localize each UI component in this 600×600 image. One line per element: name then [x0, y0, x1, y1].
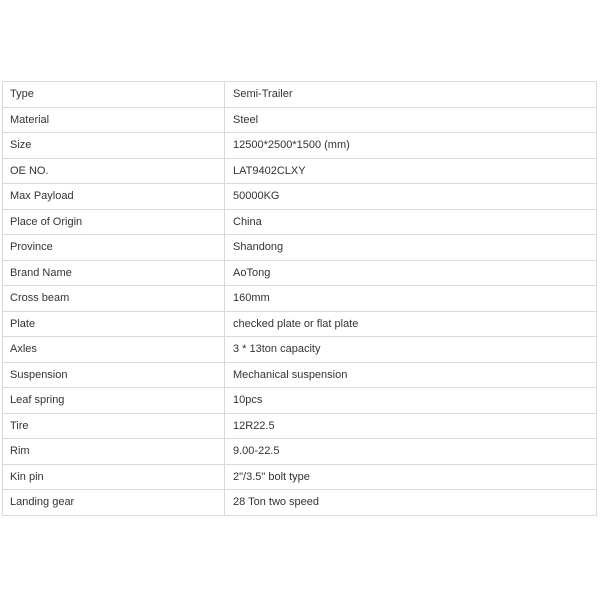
spec-table	[2, 81, 597, 516]
row-value: checked plate or flat plate	[225, 311, 597, 337]
table-row	[3, 362, 597, 388]
table-row	[3, 209, 597, 235]
table-row	[3, 184, 597, 210]
row-label: Cross beam	[3, 286, 225, 312]
row-label: Type	[3, 82, 225, 108]
table-row	[3, 82, 597, 108]
row-label: Axles	[3, 337, 225, 363]
table-row	[3, 107, 597, 133]
row-value: 160mm	[225, 286, 597, 312]
row-label: Kin pin	[3, 464, 225, 490]
row-label: Plate	[3, 311, 225, 337]
table-row	[3, 490, 597, 516]
row-label: Rim	[3, 439, 225, 465]
row-label: Brand Name	[3, 260, 225, 286]
row-value: 2"/3.5" bolt type	[225, 464, 597, 490]
row-value: 12500*2500*1500 (mm)	[225, 133, 597, 159]
row-label: Suspension	[3, 362, 225, 388]
row-label: Leaf spring	[3, 388, 225, 414]
row-value: 3 * 13ton capacity	[225, 337, 597, 363]
row-label: Landing gear	[3, 490, 225, 516]
table-row	[3, 439, 597, 465]
row-label: Size	[3, 133, 225, 159]
table-row	[3, 337, 597, 363]
table-row	[3, 413, 597, 439]
row-value: 28 Ton two speed	[225, 490, 597, 516]
row-value: Semi-Trailer	[225, 82, 597, 108]
table-row	[3, 464, 597, 490]
table-row	[3, 286, 597, 312]
row-value: 50000KG	[225, 184, 597, 210]
row-value: LAT9402CLXY	[225, 158, 597, 184]
table-row	[3, 133, 597, 159]
table-row	[3, 260, 597, 286]
row-label: Place of Origin	[3, 209, 225, 235]
row-label: Tire	[3, 413, 225, 439]
row-value: Mechanical suspension	[225, 362, 597, 388]
row-label: Max Payload	[3, 184, 225, 210]
row-label: Material	[3, 107, 225, 133]
row-value: China	[225, 209, 597, 235]
row-label: Province	[3, 235, 225, 261]
row-value: 10pcs	[225, 388, 597, 414]
table-row	[3, 311, 597, 337]
row-value: Shandong	[225, 235, 597, 261]
row-value: Steel	[225, 107, 597, 133]
row-value: AoTong	[225, 260, 597, 286]
row-label: OE NO.	[3, 158, 225, 184]
table-row	[3, 158, 597, 184]
row-value: 12R22.5	[225, 413, 597, 439]
row-value: 9.00-22.5	[225, 439, 597, 465]
table-row	[3, 235, 597, 261]
table-row	[3, 388, 597, 414]
